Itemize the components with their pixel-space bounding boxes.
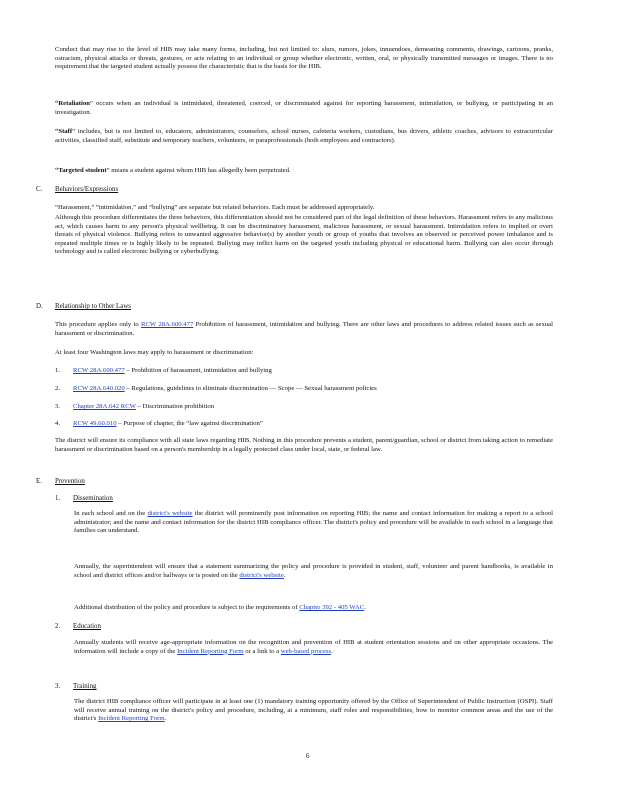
wac-392-405-link[interactable]: Chapter 392 - 405 WAC (299, 604, 365, 611)
web-based-process-link[interactable]: web-based process (280, 647, 332, 655)
training-paragraph: The district HIB compliance officer will participate in at least one (1) mandatory training opportunity offered by the Office of Superintendent of Public Instruction (OSPI). Staff will receive annual training on the district's policy and procedure, including, at a minimum, staff roles and responsibilities, how to monitor common areas and the use of the district's Incident Reporting Form. (74, 698, 553, 723)
dissemination-paragraph-1: In each school and on the district's website the district will prominently post information on reporting HIB; the name and contact information for making a report to a school administrator; and the name and contact information for the district HIB compliance officer. The district's policy and procedure will be available in each school in a language that families can understand. (74, 510, 554, 535)
retaliation-term: “Retaliation (55, 100, 90, 107)
behaviors-intro: “Harassment,” “intimidation,” and “bullying” are separate but related behaviors. Each must be addressed appropriately. (55, 204, 375, 211)
law-item-2: 2. RCW 28A.640.020 – Regulations, guidelines to eliminate discrimination — Scope — Sexual harassment policies (55, 385, 377, 392)
retaliation-definition (55, 100, 553, 117)
procedure-scope-paragraph: This procedure applies only to RCW 28A.600.477 Prohibition of harassment, intimidation and bullying. There are other laws and procedures to address related issues such as sexual harassment or discrimination. (55, 321, 553, 337)
staff-definition (55, 128, 553, 145)
section-c-label: C. (36, 186, 43, 193)
law-4-link[interactable]: RCW 49.60.010 (73, 420, 117, 427)
incident-reporting-form-link[interactable]: Incident Reporting Form (177, 647, 244, 655)
document-page: Conduct that may rise to the level of HIB may take many forms, including, but not limited to: slurs, rumors, jokes, innuendoes, demeaning comments, drawings, cartoons, pranks, ostracism, physical attacks or threats, gestures, or acts relating to an individual or group whether electronic, written, oral, or physically transmitted messages or images. There is no requirement that the targeted student actually possess the characteristic that is the basis for the HIB. “Retaliation” occurs when an individual is intimidated, threatened, coerced, or discriminated against for reporting harassment, intimidation, or bullying, or participating in an investigation. “Staff” includes, but is not limited to, educators, administrators, counselors, school nurses, cafeteria workers, custodians, bus drivers, athletic coaches, advisors to extracurricular activities, classified staff, substitute and temporary teachers, volunteers, or paraprofessionals (both employees and contractors). “Targeted student” means a student against whom HIB has allegedly been perpetrated. C. Behaviors/Expressions “Harassment,” “intimidation,” and “bullying” are separate but related behaviors. Each must be addressed appropriately. Although this procedure differentiates the three behaviors, this differentiation should not be considered part of the legal definition of these behaviors. Harassment refers to any malicious act, which causes harm to any person's physical wellbeing. It can be discriminatory harassment, malicious harassment, or sexual harassment. Intimidation refers to implied or overt threats of physical violence. Bullying refers to unwanted aggressive behavior(s) by another youth or group of youths that involves an observed or perceived power imbalance and is repeated multiple times or is highly likely to be repeated. Bullying may inflict harm on the targeted youth including physical or educational harm. Bullying can also occur through technology and is called electronic bullying or cyberbullying. D. Relationship to Other Laws This procedure applies only to RCW 28A.600.477 Prohibition of harassment, intimidation and bullying. There are other laws and procedures to address related issues such as sexual harassment or discrimination. At least four Washington laws may apply to harassment or discrimination: 1. RCW 28A.600.477 – Prohibition of harassment, intimidation and bullying 2. RCW 28A.640.020 – Regulations, guidelines to eliminate discrimination — Scope — Sexual harassment policies 3. Chapter 28A.642 RCW – Discrimination prohibition 4. RCW 49.60.010 – Purpose of chapter, the “law against discrimination” The district will ensure its compliance with all state laws regarding HIB. Nothing in this procedure prevents a student, parent/guardian, school or district from taking action to remediate harassment or discrimination based on a person's membership in a legally protected class under local, state, or federal law. E. Prevention 1. Dissemination In each school and on the district's website the district will prominently post information on reporting HIB; the name and contact information for making a report to a school administrator; and the name and contact information for the district HIB compliance officer. The district's policy and procedure will be available in each school in a language that families can understand. Annually, the superintendent will ensure that a statement summarizing the policy and procedure is provided in student, staff, volunteer and parent handbooks, is available in school and district offices and/or hallways or is posted on the district's website. Additional distribution of the policy and procedure is subject to the requirements of Chapter 392 - 405 WAC. 2. Education Annually students will receive age-appropriate information on the recognition and prevention of HIB at student orientation sessions and on other appropriate occasions. The information will include a copy of the Incident Reporting Form or a link to a web-based process. 3. Training The district HIB compliance officer will participate in at least one (1) mandatory training opportunity offered by the Office of Superintendent of Public Instruction (OSPI). Staff will receive annual training on the district's policy and procedure, including, at a minimum, staff roles and responsibilities, how to monitor common areas and the use of the district's Incident Reporting Form. 6 (36, 46, 554, 760)
behaviors-paragraph: Although this procedure differentiates the three behaviors, this differentiation should not be considered part of the legal definition of these behaviors. Harassment refers to any malicious act, which causes harm to any person's physical wellbeing. It can be discriminatory harassment, malicious harassment, or sexual harassment. Intimidation refers to implied or overt threats of physical violence. Bullying refers to unwanted aggressive behavior(s) by another youth or group of youths that involves an observed or perceived power imbalance and is repeated multiple times or is highly likely to be repeated. Bullying may inflict harm on the targeted youth including physical or educational harm. Bullying can also occur through technology and is called electronic bullying or cyberbullying. (55, 214, 553, 256)
targeted-student-definition (55, 167, 553, 176)
dissemination-paragraph-2: Annually, the superintendent will ensure that a statement summarizing the policy and procedure is provided in student, staff, volunteer and parent handbooks, is available in school and district offices and/or hallways or is posted on the district's website. (74, 563, 553, 579)
education-paragraph: Annually students will receive age-appropriate information on the recognition and prevention of HIB at student orientation sessions and on other appropriate occasions. The information will include a copy of the Incident Reporting Form or a link to a web-based process. (74, 639, 553, 655)
washington-laws-intro: At least four Washington laws may apply to harassment or discrimination: (55, 349, 254, 356)
page-number: 6 (306, 752, 310, 760)
hib-forms-paragraph: Conduct that may rise to the level of HIB may take many forms, including, but not limited to: slurs, rumors, jokes, innuendoes, demeaning comments, drawings, cartoons, pranks, ostracism, physical attacks or threats, gestures, or acts relating to an individual or group whether electronic, written, oral, or physically transmitted messages or images. There is no requirement that the targeted student actually possess the characteristic that is the basis for the HIB. (55, 46, 553, 71)
law-1-link[interactable]: RCW 28A.600.477 (73, 367, 125, 374)
law-item-4: 4. RCW 49.60.010 – Purpose of chapter, the “law against discrimination” (55, 420, 263, 427)
state-laws-compliance-paragraph: The district will ensure its compliance with all state laws regarding HIB. Nothing in this procedure prevents a student, parent/guardian, school or district from taking action to remediate harassment or discrimination based on a person's membership in a legally protected class under local, state, or federal law. (55, 437, 553, 453)
section-e-title: Prevention (55, 478, 85, 485)
staff-term: “Staff (55, 128, 73, 135)
law-2-link[interactable]: RCW 28A.640.020 (73, 385, 125, 392)
district-website-link[interactable]: district's website (147, 510, 193, 517)
staff-text: ” includes, but is not limited to, educators, administrators, counselors, school nurses, cafeteria workers, custodians, bus drivers, athletic coaches, advisors to extracurricular activities, classified staff, substitute and temporary teachers, volunteers, or paraprofessionals (both employees and contractors). (55, 128, 553, 144)
law-item-1: 1. RCW 28A.600.477 – Prohibition of harassment, intimidation and bullying (55, 367, 272, 374)
targeted-term: “Targeted student (55, 167, 107, 174)
dissemination-paragraph-3: Additional distribution of the policy and procedure is subject to the requirements of Chapter 392 - 405 WAC. (74, 604, 366, 611)
law-item-3: 3. Chapter 28A.642 RCW – Discrimination prohibition (55, 403, 215, 410)
section-e-label: E. (36, 478, 42, 485)
section-c-title: Behaviors/Expressions (55, 186, 119, 193)
retaliation-text: ” occurs when an individual is intimidated, threatened, coerced, or discriminated against for reporting harassment, intimidation, or bullying, or participating in an investigation. (55, 100, 553, 116)
section-d-label: D. (36, 303, 43, 310)
incident-reporting-form-link-2[interactable]: Incident Reporting Form (98, 715, 165, 723)
law-3-link[interactable]: Chapter 28A.642 RCW (73, 403, 136, 410)
section-d-title: Relationship to Other Laws (55, 303, 131, 310)
rcw-28a-600-477-link[interactable]: RCW 28A.600.477 (140, 321, 194, 328)
targeted-text: ” means a student against whom HIB has allegedly been perpetrated. (106, 167, 291, 174)
district-website-link-2[interactable]: district's website (239, 571, 284, 579)
